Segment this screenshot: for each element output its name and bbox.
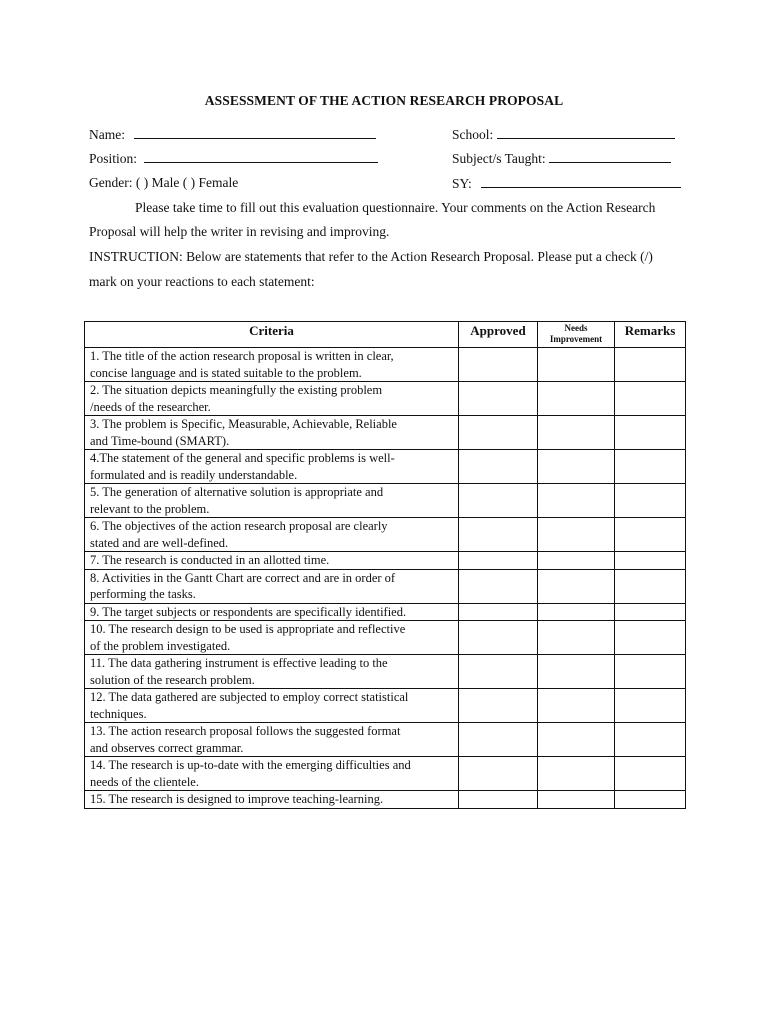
criterion-text: 15. The research is designed to improve teaching-learning. (90, 792, 384, 806)
remarks-cell[interactable] (615, 518, 686, 552)
table-row (85, 791, 686, 809)
criterion-cell (85, 791, 459, 809)
table-row (85, 484, 686, 518)
remarks-cell[interactable] (615, 416, 686, 450)
approved-cell[interactable] (459, 655, 538, 689)
criterion-text: solution of the research problem. (90, 672, 255, 687)
table-row (85, 655, 686, 689)
criterion-text: techniques. (90, 706, 147, 721)
approved-cell[interactable] (459, 723, 538, 757)
criterion-text: concise language and is stated suitable to the problem. (90, 365, 362, 380)
needs-improvement-cell[interactable] (538, 621, 615, 655)
header-needs-line-1: Needs (564, 323, 588, 333)
criterion-cell (85, 723, 459, 757)
criterion-cell (85, 569, 459, 603)
name-blank[interactable] (134, 126, 376, 139)
criterion-text: relevant to the problem. (90, 501, 210, 516)
criterion-text: formulated and is readily understandable. (90, 467, 298, 482)
remarks-cell[interactable] (615, 484, 686, 518)
criteria-table (84, 321, 686, 809)
criterion-cell (85, 621, 459, 655)
criterion-cell (85, 416, 459, 450)
table-row (85, 689, 686, 723)
remarks-cell[interactable] (615, 655, 686, 689)
position-field (89, 150, 378, 167)
sy-field (452, 175, 681, 192)
name-label: Name: (89, 127, 125, 142)
table-row (85, 450, 686, 484)
needs-improvement-cell[interactable] (538, 569, 615, 603)
remarks-cell[interactable] (615, 382, 686, 416)
criterion-text: performing the tasks. (90, 587, 196, 601)
needs-improvement-cell[interactable] (538, 382, 615, 416)
approved-cell[interactable] (459, 382, 538, 416)
criterion-text: 10. The research design to be used is appropriate and reflective (90, 622, 406, 636)
table-header-row (85, 322, 686, 348)
criterion-text: 8. Activities in the Gantt Chart are correct and are in order of (90, 570, 396, 585)
approved-cell[interactable] (459, 689, 538, 723)
approved-cell[interactable] (459, 416, 538, 450)
gender-label[interactable]: Gender: ( ) Male ( ) Female (89, 175, 239, 190)
needs-improvement-cell[interactable] (538, 518, 615, 552)
table-row (85, 518, 686, 552)
criterion-text: 11. The data gathering instrument is effective leading to the (90, 656, 388, 670)
needs-improvement-cell[interactable] (538, 348, 615, 382)
remarks-cell[interactable] (615, 757, 686, 791)
sy-label: SY: (452, 176, 472, 191)
criterion-cell (85, 450, 459, 484)
criterion-text: of the problem investigated. (90, 638, 231, 653)
name-field (89, 126, 376, 143)
table-row (85, 382, 686, 416)
subject-field (452, 150, 671, 167)
remarks-cell[interactable] (615, 569, 686, 603)
criterion-cell (85, 484, 459, 518)
remarks-cell[interactable] (615, 603, 686, 621)
criterion-cell (85, 382, 459, 416)
criterion-cell (85, 518, 459, 552)
criterion-cell (85, 655, 459, 689)
school-label: School: (452, 127, 494, 142)
criterion-cell (85, 757, 459, 791)
position-blank[interactable] (144, 150, 378, 163)
criterion-text: 4.The statement of the general and specific problems is well- (90, 451, 395, 465)
subject-label: Subject/s Taught: (452, 151, 546, 166)
criterion-text: and observes correct grammar. (90, 740, 244, 755)
intro-line-1: Please take time to fill out this evaluation questionnaire. Your comments on the Action Research (135, 200, 656, 215)
table-row (85, 603, 686, 621)
criterion-cell (85, 603, 459, 621)
needs-improvement-cell[interactable] (538, 723, 615, 757)
header-needs-improvement (538, 322, 615, 348)
position-label: Position: (89, 151, 138, 166)
approved-cell[interactable] (459, 569, 538, 603)
needs-improvement-cell[interactable] (538, 450, 615, 484)
criterion-cell (85, 348, 459, 382)
approved-cell[interactable] (459, 518, 538, 552)
approved-cell[interactable] (459, 450, 538, 484)
instruction-line-2: mark on your reactions to each statement: (89, 274, 315, 289)
approved-cell[interactable] (459, 757, 538, 791)
subject-blank[interactable] (549, 150, 671, 163)
needs-improvement-cell[interactable] (538, 484, 615, 518)
criterion-text: 13. The action research proposal follows the suggested format (90, 724, 401, 738)
document-title: ASSESSMENT OF THE ACTION RESEARCH PROPOSAL (204, 93, 564, 108)
approved-cell[interactable] (459, 621, 538, 655)
needs-improvement-cell[interactable] (538, 791, 615, 809)
criterion-text: 5. The generation of alternative solution is appropriate and (90, 485, 384, 499)
table-row (85, 416, 686, 450)
criterion-cell (85, 689, 459, 723)
remarks-cell[interactable] (615, 552, 686, 570)
criterion-text: 9. The target subjects or respondents are specifically identified. (90, 604, 407, 619)
criterion-text: /needs of the researcher. (90, 399, 211, 414)
criteria-body (85, 348, 686, 809)
needs-improvement-cell[interactable] (538, 416, 615, 450)
criterion-text: 14. The research is up-to-date with the emerging difficulties and (90, 758, 411, 772)
approved-cell[interactable] (459, 484, 538, 518)
school-field (452, 126, 675, 143)
approved-cell[interactable] (459, 348, 538, 382)
criterion-text: 12. The data gathered are subjected to employ correct statistical (90, 690, 409, 704)
needs-improvement-cell[interactable] (538, 603, 615, 621)
needs-improvement-cell[interactable] (538, 689, 615, 723)
table-row (85, 621, 686, 655)
remarks-cell[interactable] (615, 450, 686, 484)
remarks-cell[interactable] (615, 723, 686, 757)
criterion-text: 7. The research is conducted in an allotted time. (90, 553, 330, 567)
header-needs-line-2: Improvement (549, 334, 603, 344)
criterion-text: 2. The situation depicts meaningfully the existing problem (90, 383, 383, 397)
approved-cell[interactable] (459, 552, 538, 570)
gender-field (89, 175, 238, 191)
needs-improvement-cell[interactable] (538, 655, 615, 689)
approved-cell[interactable] (459, 791, 538, 809)
criterion-cell (85, 552, 459, 570)
remarks-cell[interactable] (615, 689, 686, 723)
criterion-text: 6. The objectives of the action research proposal are clearly (90, 519, 388, 533)
header-criteria: Criteria (85, 322, 459, 348)
table-row (85, 348, 686, 382)
criterion-text: 1. The title of the action research proposal is written in clear, (90, 349, 394, 363)
table-row (85, 552, 686, 570)
header-approved: Approved (459, 322, 538, 348)
remarks-cell[interactable] (615, 348, 686, 382)
header-remarks: Remarks (615, 322, 686, 348)
school-blank[interactable] (497, 126, 675, 139)
criterion-text: and Time-bound (SMART). (90, 433, 230, 448)
criterion-text: needs of the clientele. (90, 774, 199, 789)
remarks-cell[interactable] (615, 791, 686, 809)
table-row (85, 757, 686, 791)
sy-blank[interactable] (481, 175, 681, 188)
remarks-cell[interactable] (615, 621, 686, 655)
intro-line-2: Proposal will help the writer in revising and improving. (89, 224, 390, 239)
table-row (85, 723, 686, 757)
criterion-text: stated and are well-defined. (90, 535, 229, 550)
table-row (85, 569, 686, 603)
criterion-text: 3. The problem is Specific, Measurable, Achievable, Reliable (90, 417, 397, 431)
instruction-line-1: INSTRUCTION: Below are statements that refer to the Action Research Proposal. Please put a check (/) (89, 249, 653, 264)
needs-improvement-cell[interactable] (538, 757, 615, 791)
needs-improvement-cell[interactable] (538, 552, 615, 570)
approved-cell[interactable] (459, 603, 538, 621)
